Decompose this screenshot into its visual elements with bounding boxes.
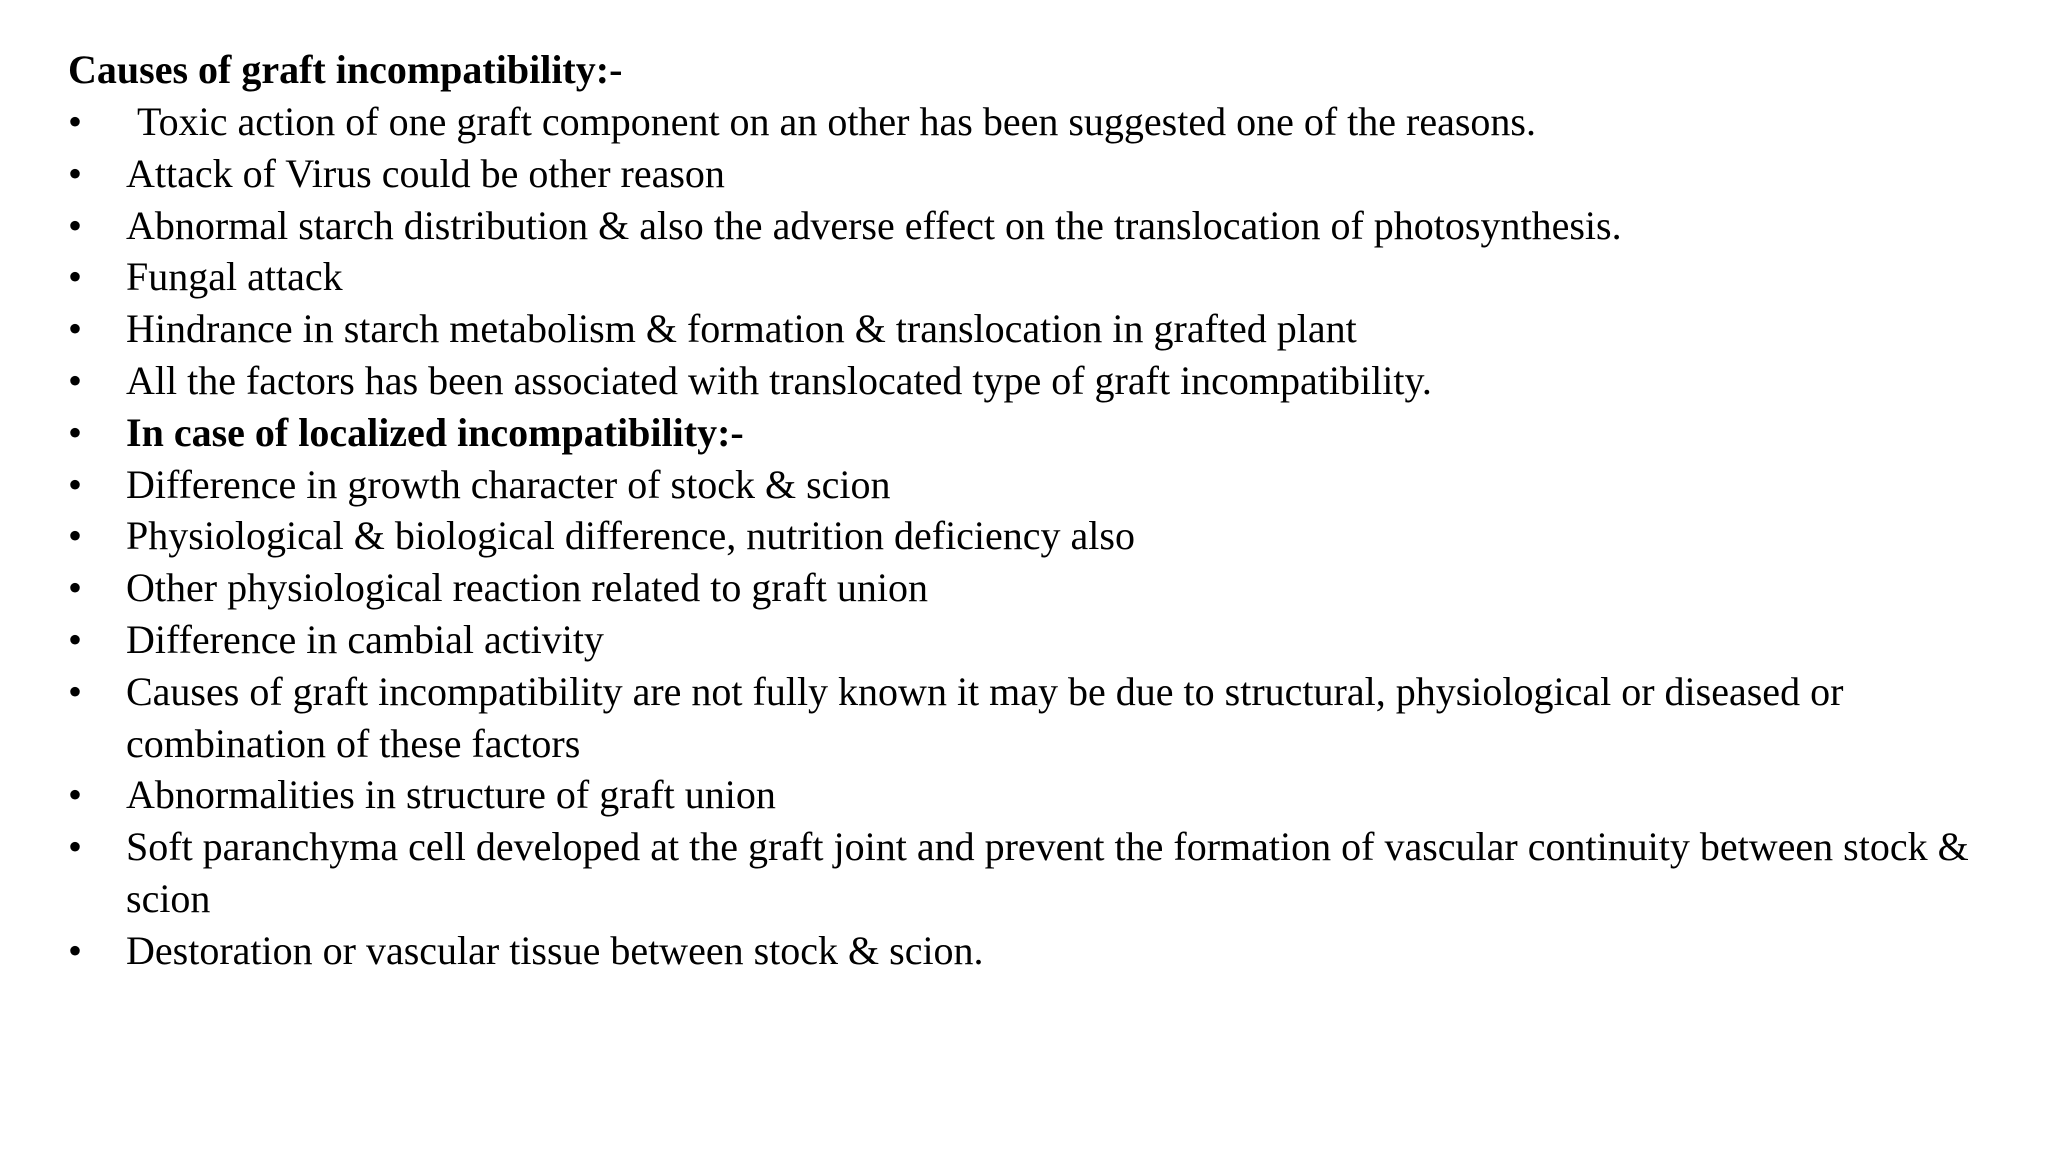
bullet-icon: • [68,565,83,611]
bullet-icon: • [68,616,83,662]
list-item [68,666,1998,770]
list-item [68,96,1998,148]
list-item-text: Attack of Virus could be other reason [126,150,725,196]
list-item [68,821,1998,925]
list-item-text: Difference in growth character of stock & scion [126,461,891,507]
list-item [68,355,1998,407]
list-item-text: Abnormalities in structure of graft union [126,772,776,818]
list-item [68,251,1998,303]
list-item-text: Hindrance in starch metabolism & formation & translocation in grafted plant [126,306,1357,352]
bullet-icon: • [68,461,83,507]
list-item-text: Causes of graft incompatibility are not fully known it may be due to structural, physiological or diseased or combination of these factors [126,668,1844,766]
bullet-icon: • [68,357,83,403]
list-item [68,200,1998,252]
bullet-list [68,96,1998,977]
list-item-text: In case of localized incompatibility:- [126,409,744,455]
list-item [68,303,1998,355]
list-item-text: Abnormal starch distribution & also the adverse effect on the translocation of photosynthesis. [126,202,1622,248]
bullet-icon: • [68,409,83,455]
list-item-text: Soft paranchyma cell developed at the graft joint and prevent the formation of vascular continuity between stock & scion [126,824,1969,921]
list-item-text: Toxic action of one graft component on an other has been suggested one of the reasons. [137,99,1536,144]
list-item [68,459,1998,511]
bullet-icon: • [68,513,83,559]
list-item-text: Other physiological reaction related to graft union [126,565,928,611]
list-item [68,148,1998,200]
list-item [68,769,1998,821]
list-item-text: Physiological & biological difference, nutrition deficiency also [126,513,1135,559]
list-item [68,925,1998,977]
list-item [68,562,1998,614]
bullet-icon: • [68,254,83,300]
bullet-icon: • [68,824,83,870]
list-item-text: Fungal attack [126,254,343,300]
bullet-icon: • [68,306,83,352]
list-item-text: Destoration or vascular tissue between stock & scion. [126,927,984,973]
bullet-icon: • [68,99,83,144]
list-item-subheading [68,407,1998,459]
bullet-icon: • [68,150,83,196]
list-item-text: Difference in cambial activity [126,616,604,662]
bullet-icon: • [68,927,83,973]
bullet-icon: • [68,668,83,714]
slide-content [68,44,1998,977]
list-item [68,510,1998,562]
list-item [68,614,1998,666]
bullet-icon: • [68,202,83,248]
slide-heading: Causes of graft incompatibility:- [68,47,623,92]
bullet-icon: • [68,772,83,818]
list-item-text: All the factors has been associated with translocated type of graft incompatibility. [126,357,1432,403]
